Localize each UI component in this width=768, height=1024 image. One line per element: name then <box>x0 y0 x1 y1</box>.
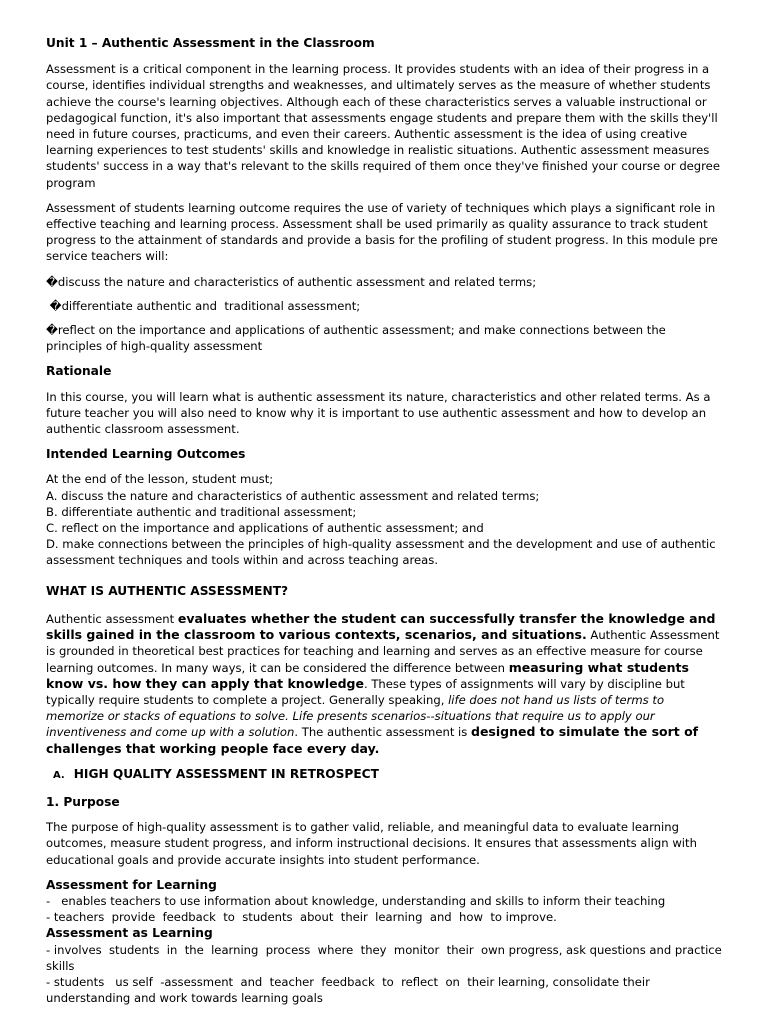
what-bold-text: measuring what students know vs. how they can apply that knowledge <box>46 659 689 691</box>
ilo-list <box>46 471 722 568</box>
objective-bullet: �differentiate authentic and traditional assessment; <box>46 298 361 313</box>
what-text: . These types of assignments will vary by discipline but typically require students to complete a project. Generally speaking, <box>46 676 685 707</box>
ilo-item: A. discuss the nature and characteristics of authentic assessment and related terms; <box>46 488 540 503</box>
aal-heading: Assessment as Learning <box>46 926 213 941</box>
what-text: Authentic Assessment is grounded in theoretical best practices for teaching and learning and serves as an effective measure for course learning outcomes. In many ways, it can be considered the difference between <box>46 628 720 675</box>
objective-bullet: �reflect on the importance and applications of authentic assessment; and make connections between the principles of high-quality assessment <box>46 323 666 354</box>
section-a-marker: A. <box>53 769 65 781</box>
rationale-heading: Rationale <box>46 364 112 379</box>
techniques-paragraph: Assessment of students learning outcome requires the use of variety of techniques which plays a significant role in effective teaching and learning process. Assessment shall be used primarily as quality assurance to track student progress to the attainment of standards and provide a basis for the profiling of student progress. In this module pre service teachers will: <box>46 200 718 264</box>
document-title: Unit 1 – Authentic Assessment in the Classroom <box>46 36 375 50</box>
what-text: Authentic assessment <box>46 611 178 626</box>
purpose-heading: 1. Purpose <box>46 794 120 809</box>
rationale-text: In this course, you will learn what is authentic assessment its nature, characteristics and other related terms. As a future teacher you will also need to know why it is important to use authentic assessment and how to develop an authentic classroom assessment. <box>46 389 711 437</box>
what-heading: WHAT IS AUTHENTIC ASSESSMENT? <box>46 583 289 598</box>
aal-item: - students us self -assessment and teacher feedback to reflect on their learning, consolidate their understanding and work towards learning goals <box>46 974 654 1006</box>
section-a-heading <box>46 766 722 784</box>
objective-bullet: �discuss the nature and characteristics of authentic assessment and related terms; <box>46 274 537 289</box>
what-paragraph <box>46 611 722 757</box>
what-bold-text: designed to simulate the sort of challenges that working people face every day. <box>46 724 699 756</box>
section-a-title: HIGH QUALITY ASSESSMENT IN RETROSPECT <box>73 766 379 781</box>
afl-item: - enables teachers to use information about knowledge, understanding and skills to inform their teaching <box>46 893 666 908</box>
ilo-item: B. differentiate authentic and traditional assessment; <box>46 504 357 519</box>
ilo-heading: Intended Learning Outcomes <box>46 447 246 462</box>
what-bold-text: evaluates whether the student can successfully transfer the knowledge and skills gained in the classroom to various contexts, scenarios, and situations. <box>46 610 716 643</box>
ilo-intro: At the end of the lesson, student must; <box>46 472 274 487</box>
purpose-text: The purpose of high-quality assessment is to gather valid, reliable, and meaningful data to evaluate learning outcomes, measure student progress, and inform instructional decisions. It ensures that assessments align with educational goals and provide accurate insights into student performance. <box>46 820 697 867</box>
aal-item: - involves students in the learning process where they monitor their own progress, ask questions and practice skills <box>46 942 726 973</box>
afl-item: - teachers provide feedback to students about their learning and how to improve. <box>46 910 557 925</box>
afl-heading: Assessment for Learning <box>46 877 217 892</box>
ilo-item: D. make connections between the principles of high-quality assessment and the development and use of authentic assessment techniques and tools within and across teaching areas. <box>46 537 716 568</box>
what-italic-text: life does not hand us lists of terms to memorize or stacks of equations to solve. Life presents scenarios--situations that require us to apply our inventiveness and come up with a solution <box>46 692 665 740</box>
intro-paragraph: Assessment is a critical component in the learning process. It provides students with an idea of their progress in a course, identifies individual strengths and weaknesses, and ultimately serves as the measure of whether students achieve the course's learning objectives. Although each of these characteristics serves a valuable instructional or pedagogical function, it's also important that assessments engage students and prepare them with the skills they'll need in future courses, practicums, and even their careers. Authentic assessment is the idea of using creative learning experiences to test students' skills and knowledge in realistic situations. Authentic assessment measures students' success in a way that's relevant to the skills required of them once they've finished your course or degree program <box>46 62 720 190</box>
what-text: . The authentic assessment is <box>294 725 471 740</box>
ilo-item: C. reflect on the importance and applications of authentic assessment; and <box>46 521 484 536</box>
